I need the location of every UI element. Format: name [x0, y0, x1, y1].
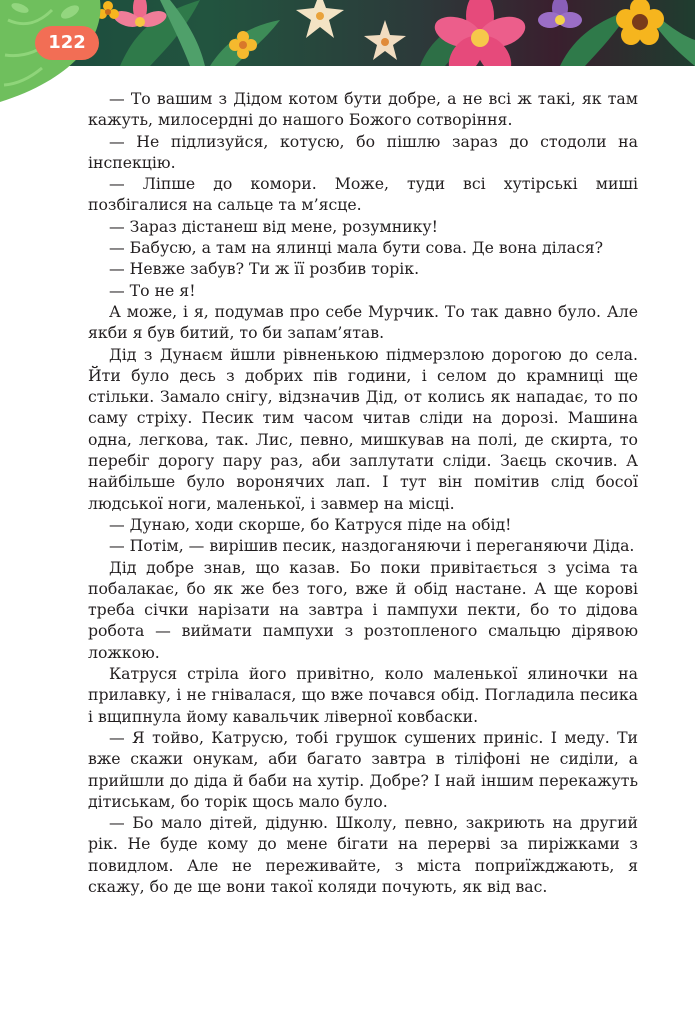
paragraph: — Зараз дістанеш від мене, розумнику! — [109, 216, 438, 236]
paragraph: — Бабусю, а там на ялинці мала бути сова. Де вона ділася? — [109, 238, 604, 258]
paragraph: — Бо мало дітей, дідуню. Школу, певно, закриють на другий рік. Не буде кому до мене бігати на перерві за пиріжками з повидлом. Але не переживайте, з міста поприїжджають, я скажу, бо де ще вони такої коляди почують, як від вас. — [88, 813, 638, 896]
paragraph: Дід з Дунаєм йшли рівненькою підмерзлою дорогою до села. Йти було десь з добрих пів години, і селом до крамниці ще стільки. Замало снігу, відзначив Дід, от колись як нападає, то по саму стріху. Песик тим часом читав сліди на дорозі. Машина одна, легкова, так. Лис, певно, мишкував на полі, де скирта, то перебіг дорогу пару раз, аби заплутати сліди. Заєць скочив. А найбільше було воронячих лап. І тут він помітив слід босої людської ноги, маленької, і завмер на місці. — [88, 344, 638, 513]
paragraph: — То вашим з Дідом котом бути добре, а не всі ж такі, як там кажуть, милосердні до нашого Божого сотворіння. — [88, 89, 638, 130]
story-text — [88, 88, 638, 897]
paragraph: — Дунаю, ходи скорше, бо Катруся піде на обід! — [109, 514, 512, 534]
paragraph: — То не я! — [109, 280, 196, 300]
paragraph: — Я тойво, Катрусю, тобі грушок сушених приніс. І меду. Ти вже скажи онукам, аби багато завтра в тіліфоні не сиділи, а прийшли до діда й баби на хутір. Добре? І най іншим перекажуть дітиськам, бо торік щось мало було. — [88, 727, 638, 811]
paragraph: — Ліпше до комори. Може, туди всі хутірські миші позбігалися на сальце та м’ясце. — [88, 174, 638, 215]
page-number: 122 — [35, 26, 99, 60]
paragraph: Катруся стріла його привітно, коло маленької ялиночки на прилавку, і не гнівалася, що вже почався обід. Погладила песика і вщипнула йому кавальчик ліверної ковбаски. — [88, 664, 638, 726]
paragraph: — Невже забув? Ти ж її розбив торік. — [109, 259, 420, 279]
paragraph: — Не підлизуйся, котусю, бо пішлю зараз до стодоли на інспекцію. — [88, 131, 638, 172]
paragraph: А може, і я, подумав про себе Мурчик. То так давно було. Але якби я був битий, то би запам’ятав. — [88, 301, 638, 343]
paragraph: Дід добре знав, що казав. Бо поки привітається з усіма та побалакає, бо як же без того, вже й обід настане. А ще корові треба січки нарізати на завтра і пампухи пекти, бо то дідова робота — виймати пампухи з розтопленого смальцю дірявою ложкою. — [88, 557, 638, 662]
paragraph: — Потім, — вирішив песик, наздоганяючи і переганяючи Діда. — [109, 536, 635, 556]
